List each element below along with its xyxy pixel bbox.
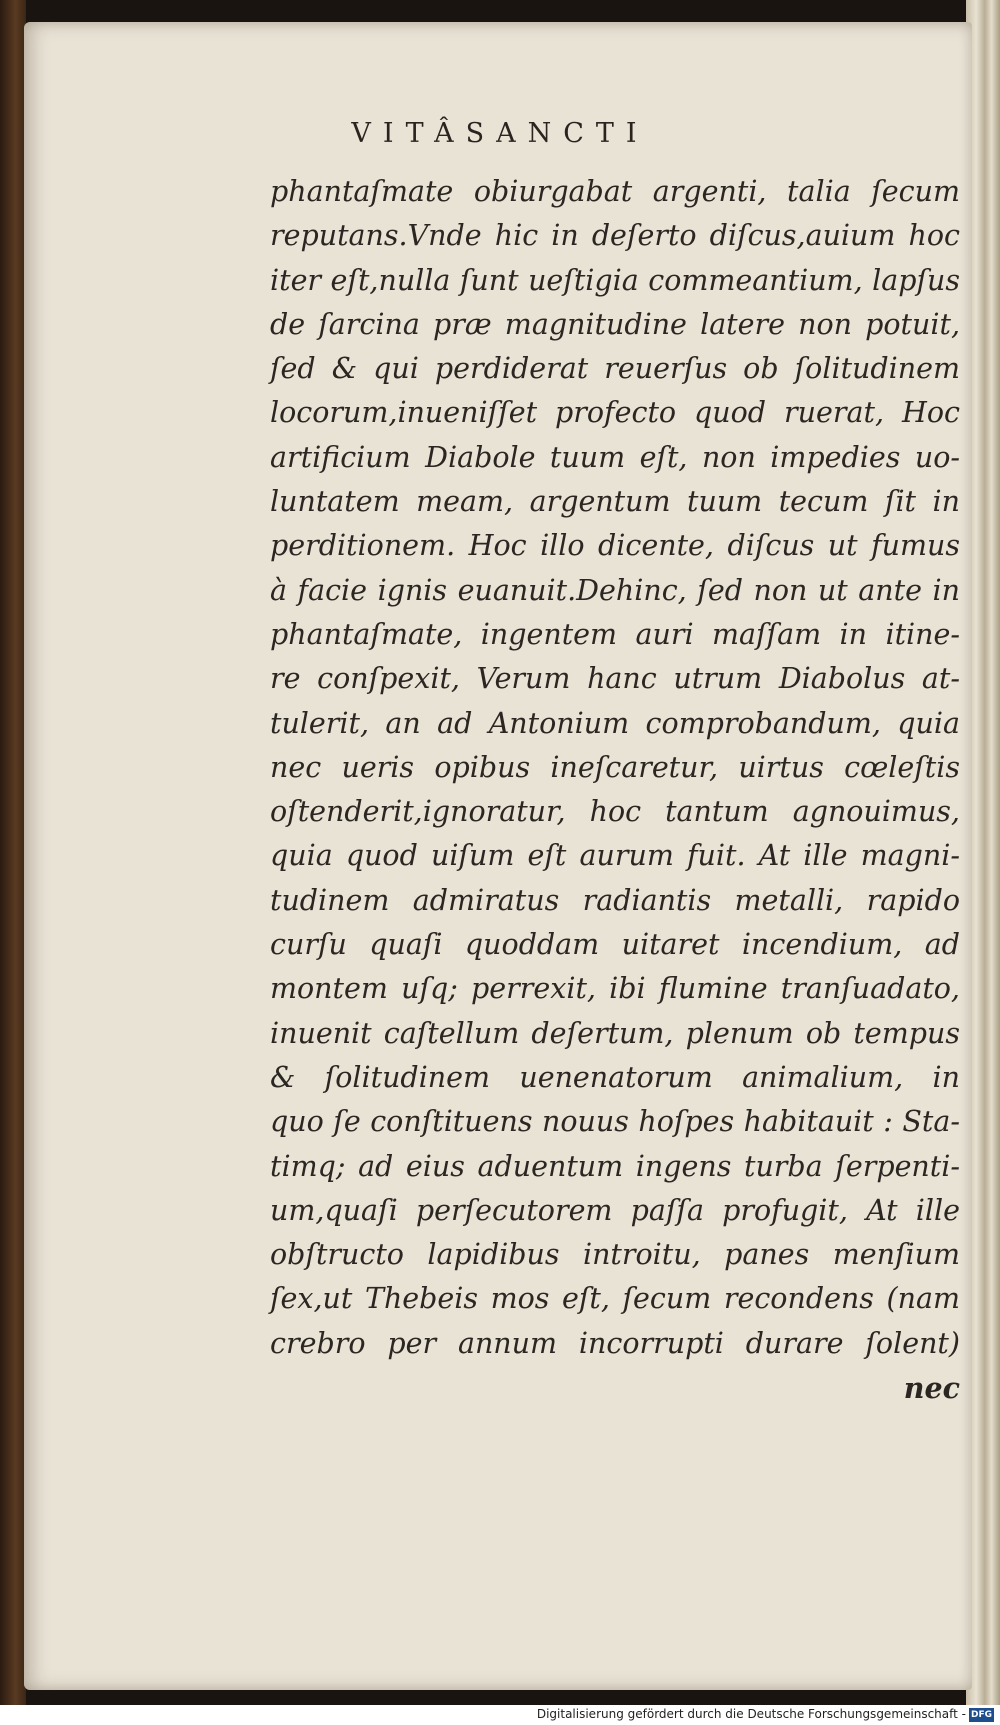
dfg-logo: DFG [970, 1710, 992, 1720]
text-line: um,quaſi perſecutorem paſſa profugit, At ille [270, 1193, 960, 1227]
text-line: curſu quaſi quoddam uitaret incendium, ad [270, 928, 960, 962]
text-line: iter eſt,nulla ſunt ueſtigia commeantium, lapſus [270, 263, 960, 297]
text-line: quo ſe conſtituens nouus hoſpes habitauit : Sta- [270, 1105, 960, 1139]
text-line: tudinem admiratus radiantis metalli, rapido [270, 883, 960, 917]
text-line: de ſarcina præ magnitudine latere non potuit, [270, 307, 960, 341]
text-line: locorum,inueniſſet profecto quod ruerat, Hoc [270, 396, 960, 430]
text-line: à facie ignis euanuit.Dehinc, ſed non ut ante in [270, 573, 960, 607]
text-line: reputans.Vnde hic in deſerto diſcus,auium hoc [270, 219, 960, 253]
text-line: perditionem. Hoc illo dicente, diſcus ut fumus [270, 529, 960, 563]
text-line: tulerit, an ad Antonium comprobandum, quia [270, 706, 960, 740]
text-line: phantaſmate, ingentem auri maſſam in itine- [270, 617, 960, 651]
text-line: re conſpexit, Verum hanc utrum Diabolus at- [270, 662, 960, 696]
book-binding-edge [0, 0, 26, 1705]
catchword: nec [903, 1371, 960, 1406]
text-line: nec ueris opibus ineſcaretur, uirtus cœleſtis [270, 750, 960, 784]
running-head: VITÂSANCTI [351, 118, 649, 149]
text-line: phantaſmate obiurgabat argenti, talia ſecum [270, 175, 960, 208]
text-line: ſed & qui perdiderat reuerſus ob ſolitudinem [270, 352, 960, 386]
footer-bar [0, 1705, 1000, 1725]
text-line: quia quod uiſum eſt aurum fuit. At ille magni- [270, 839, 960, 873]
text-line: artificium Diabole tuum eſt, non impedies uo- [270, 440, 960, 474]
text-line: timq; ad eius aduentum ingens turba ſerpenti- [270, 1149, 960, 1183]
text-line: luntatem meam, argentum tuum tecum ſit in [270, 485, 960, 519]
text-line: inuenit caſtellum deſertum, plenum ob tempus [270, 1016, 960, 1050]
text-line: & ſolitudinem uenenatorum animalium, in [270, 1060, 960, 1094]
text-block [270, 170, 960, 1410]
text-line: oſtenderit,ignoratur, hoc tantum agnouimus, [270, 795, 960, 829]
text-line: crebro per annum incorrupti durare ſolent) [270, 1326, 960, 1360]
text-line: obſtructo lapidibus introitu, panes menſium [270, 1238, 960, 1272]
footer-credit: Digitalisierung gefördert durch die Deutsche Forschungsgemeinschaft - [536, 1707, 966, 1721]
text-line: ſex,ut Thebeis mos eſt, ſecum recondens (nam [270, 1282, 960, 1316]
text-line: montem uſq; perrexit, ibi flumine tranſuadato, [270, 972, 960, 1006]
